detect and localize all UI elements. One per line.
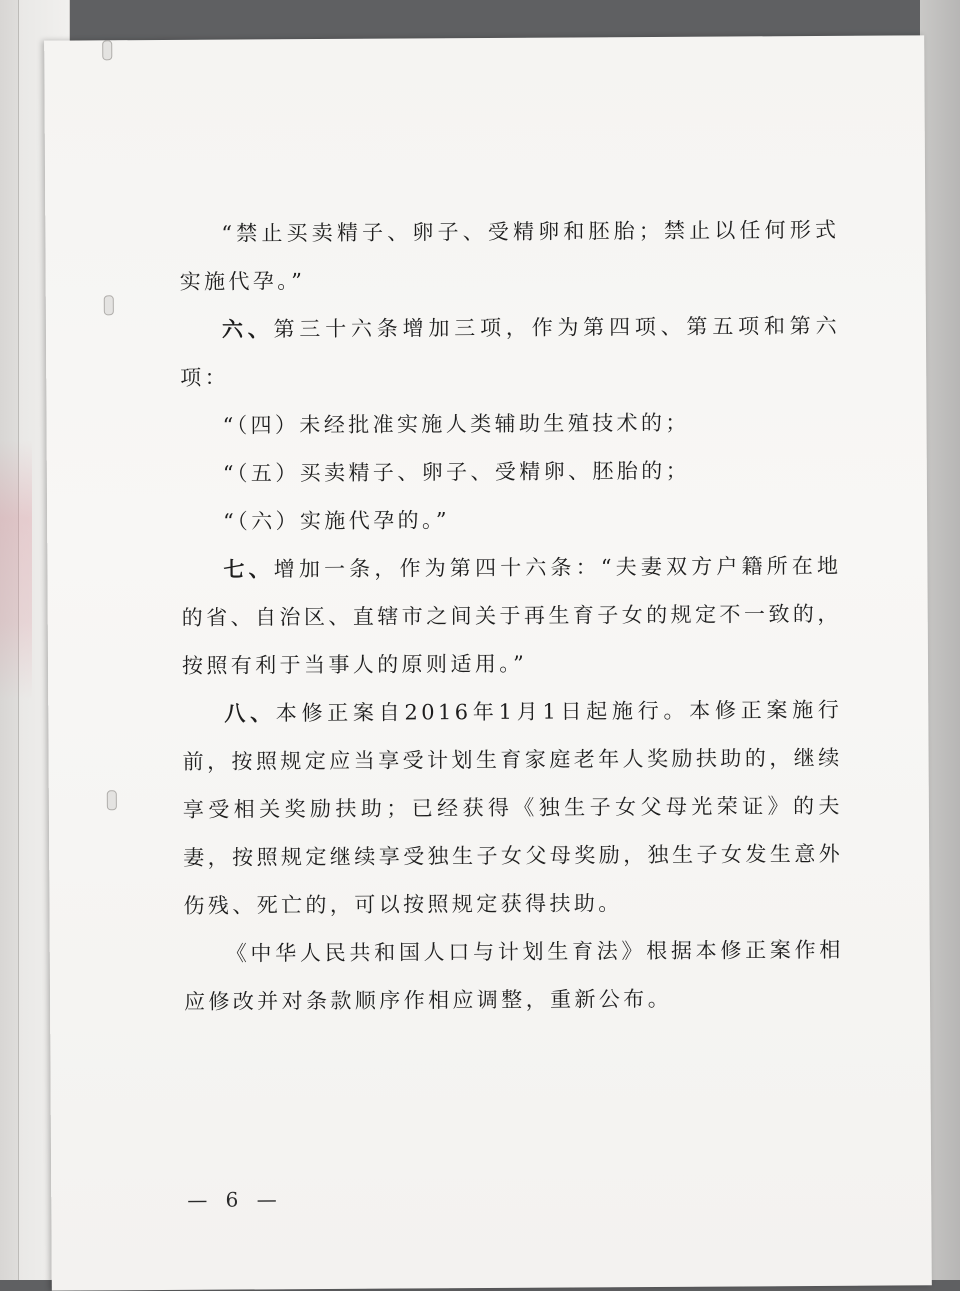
- paragraph-article-six: 六、第三十六条增加三项，作为第四项、第五项和第六项：: [180, 313, 841, 390]
- paragraph-republication: 《中华人民共和国人口与计划生育法》根据本修正案作相应修改并对条款顺序作相应调整，重新公布。: [183, 937, 844, 1014]
- list-item: “（六）实施代孕的。”: [223, 508, 451, 534]
- paragraph-article-eight: 八、本修正案自2016年1月1日起施行。本修正案施行前，按照规定应当享受计划生育家庭老年人奖励扶助的，继续享受相关奖励扶助；已经获得《独生子女父母光荣证》的夫妻，按照规定继续享受独生子女父母奖励，独生子女发生意外伤残、死亡的，可以按照规定获得扶助。: [182, 697, 844, 918]
- paragraph-article-seven: 七、增加一条，作为第四十六条：“夫妻双方户籍所在地的省、自治区、直辖市之间关于再生育子女的规定不一致的，按照有利于当事人的原则适用。”: [181, 553, 842, 678]
- binder-hole-mark: [107, 790, 117, 810]
- article-number: 六、: [221, 316, 274, 342]
- paragraph-quote-prohibition: “禁止买卖精子、卵子、受精卵和胚胎；禁止以任何形式实施代孕。”: [179, 217, 840, 294]
- binder-hole-mark: [104, 295, 114, 315]
- list-item: “（四）未经批准实施人类辅助生殖技术的；: [222, 410, 690, 438]
- list-item: “（五）买卖精子、卵子、受精卵、胚胎的；: [222, 458, 691, 486]
- binder-hole-mark: [102, 40, 112, 60]
- page-number: — 6 —: [187, 1187, 283, 1212]
- article-number: 七、: [223, 556, 274, 582]
- red-stamp-residue: [0, 440, 32, 700]
- article-number: 八、: [224, 700, 276, 726]
- document-page: [44, 35, 932, 1290]
- document-body: [179, 206, 844, 1026]
